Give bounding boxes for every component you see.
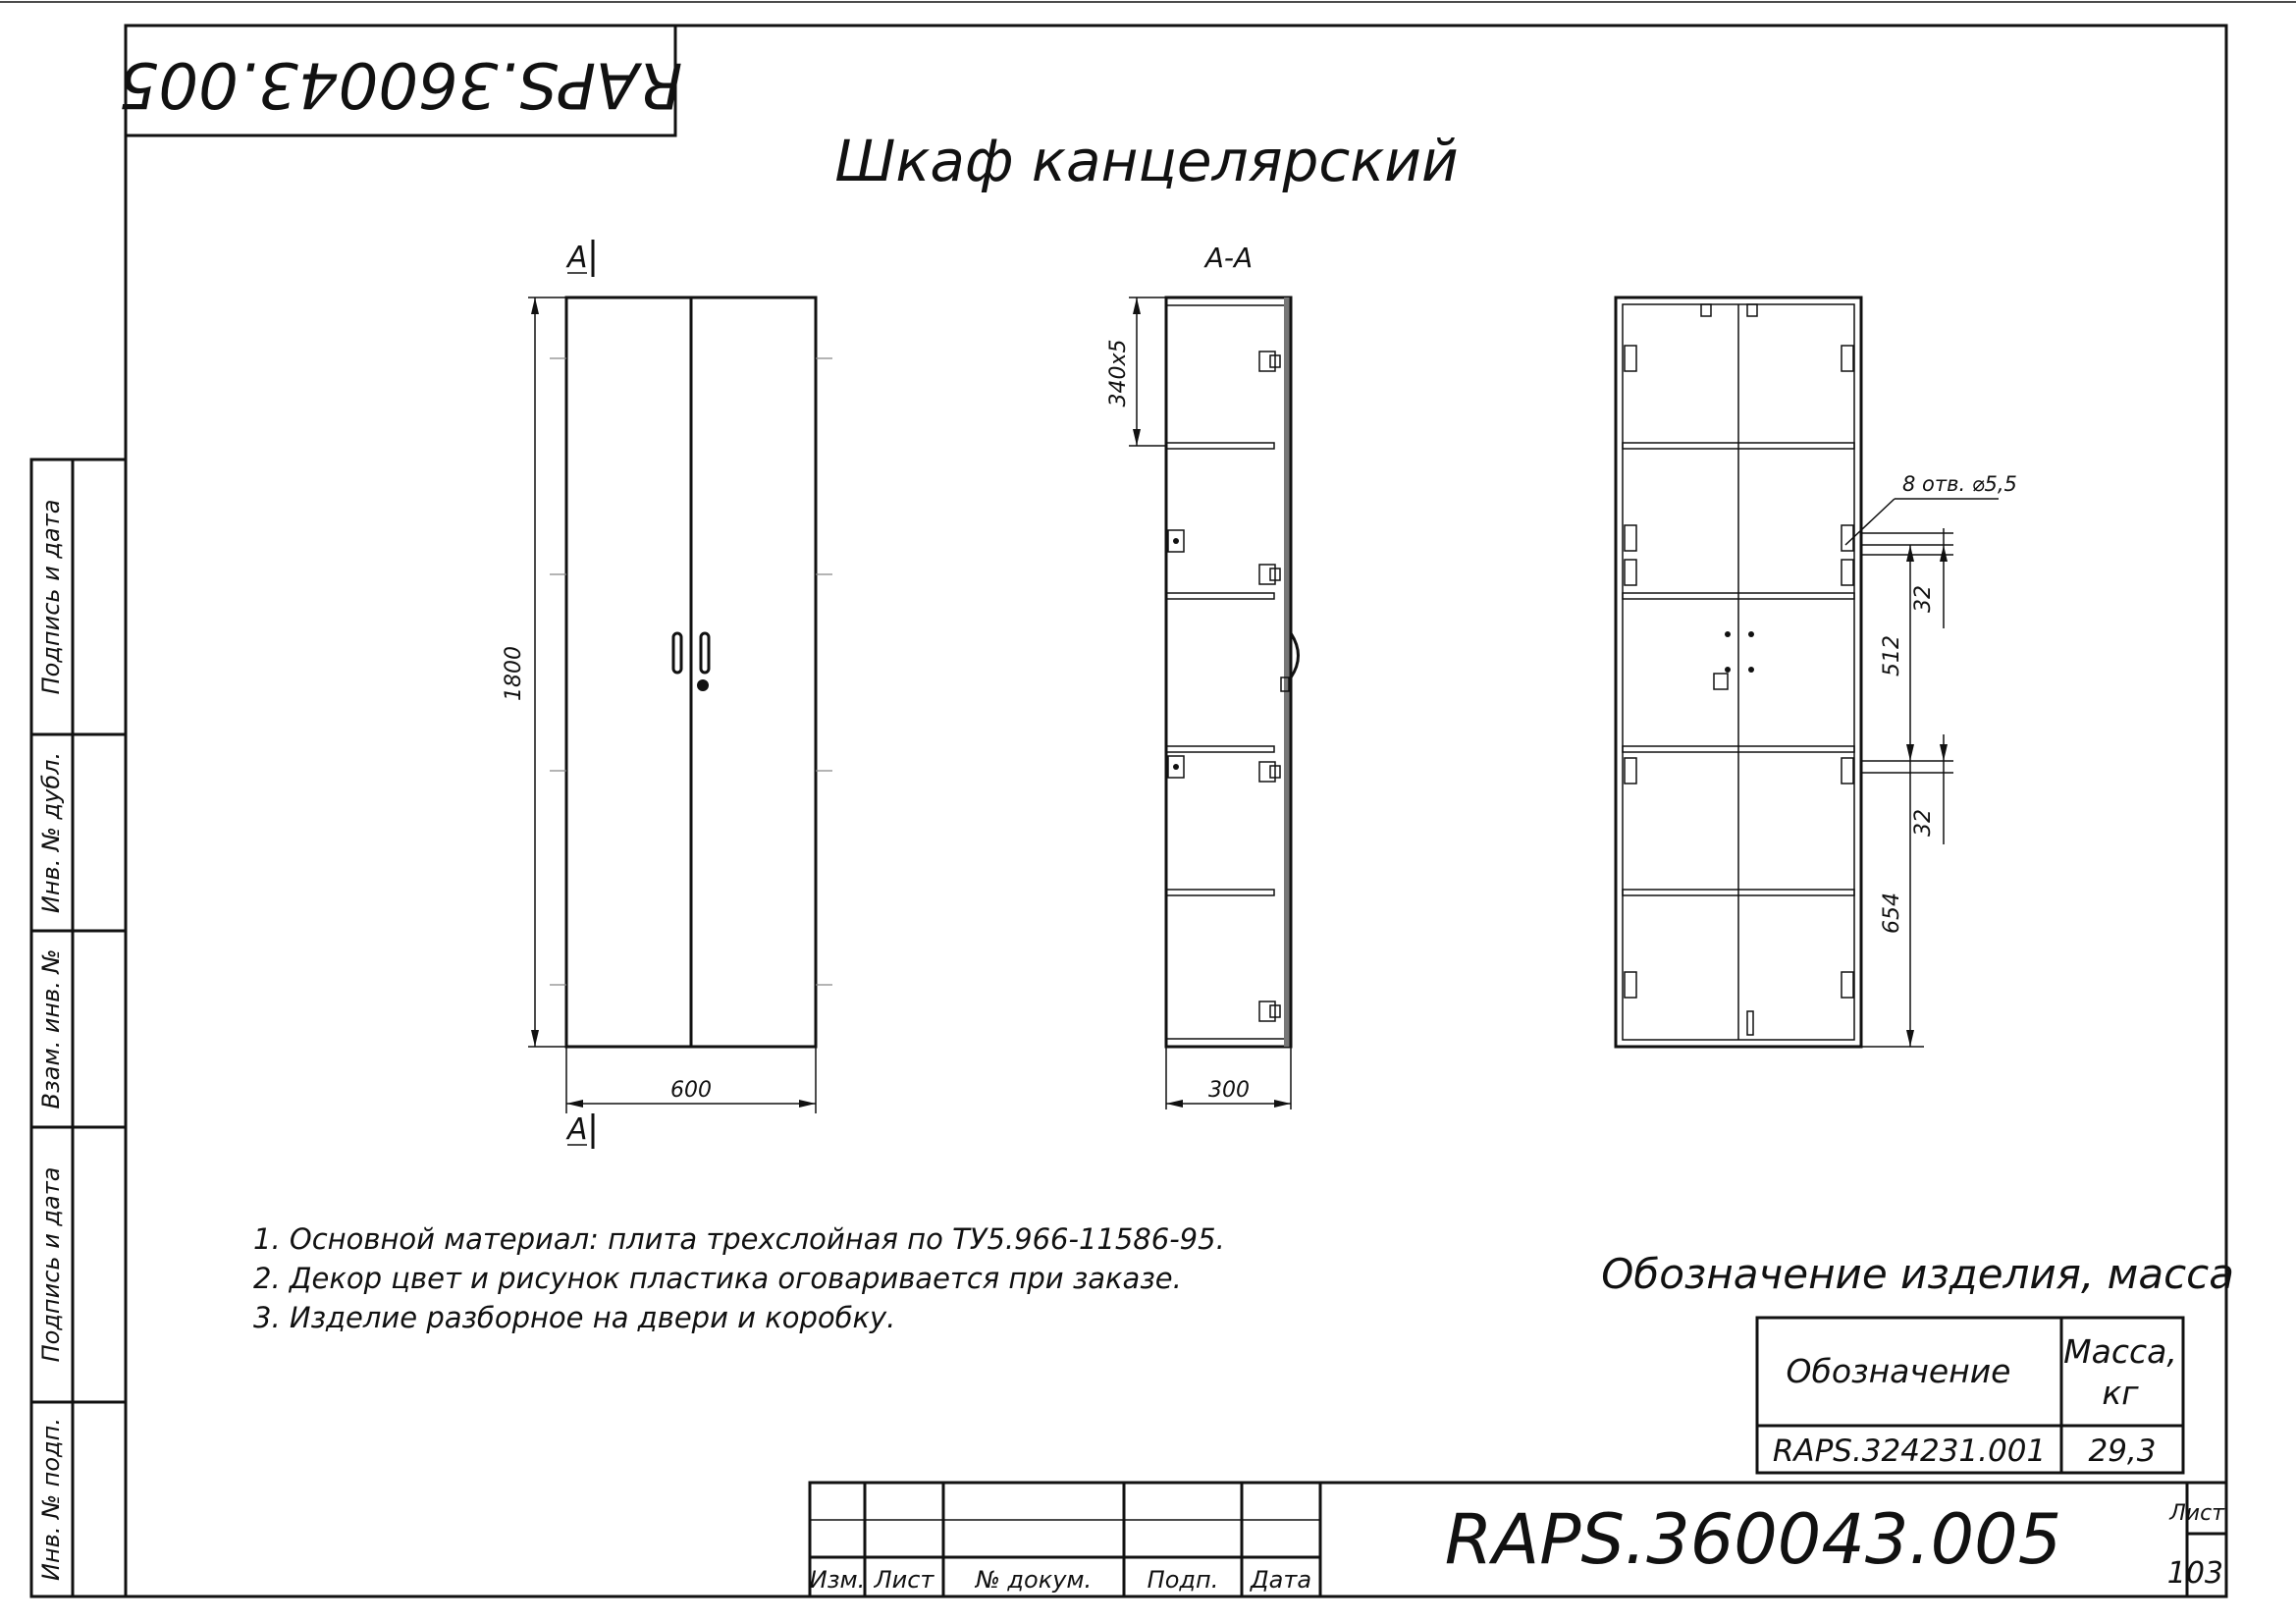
front-view bbox=[502, 240, 832, 1149]
dim-width: 600 bbox=[670, 1078, 712, 1103]
note-2: 2. Декор цвет и рисунок пластика оговаривается при заказе. bbox=[253, 1262, 1182, 1295]
section-mark-bottom: А bbox=[567, 1112, 588, 1147]
dim-depth: 300 bbox=[1208, 1078, 1250, 1103]
door-handle-right bbox=[701, 633, 709, 673]
side-stamp-vzam-inv: Взам. инв. № bbox=[37, 948, 65, 1109]
note-1: 1. Основной материал: плита трехслойная по ТУ5.966-11586-95. bbox=[253, 1222, 1225, 1256]
tb-list: Лист bbox=[874, 1566, 934, 1594]
dim-32-upper: 32 bbox=[1911, 585, 1936, 613]
note-3: 3. Изделие разборное на двери и коробку. bbox=[253, 1301, 896, 1334]
dim-32-lower: 32 bbox=[1911, 809, 1936, 837]
drawing-title: Шкаф канцелярский bbox=[834, 128, 1459, 194]
side-stamp bbox=[31, 460, 126, 1596]
tb-data: Дата bbox=[1250, 1566, 1312, 1594]
tb-code: RAPS.360043.005 bbox=[1444, 1499, 2062, 1580]
technical-notes bbox=[253, 1222, 1225, 1334]
door-handle-left bbox=[673, 633, 681, 673]
tb-sheet-no: 103 bbox=[2166, 1556, 2223, 1591]
lock-icon bbox=[697, 679, 709, 691]
side-stamp-inv-dubl: Инв. № дубл. bbox=[37, 751, 65, 914]
tb-podp: Подп. bbox=[1147, 1566, 1219, 1594]
dim-height: 1800 bbox=[502, 646, 526, 701]
tb-izm: Изм. bbox=[809, 1566, 866, 1594]
mass-table-caption: Обозначение изделия, масса bbox=[1601, 1250, 2234, 1298]
section-mark-top: А bbox=[567, 241, 588, 275]
lock-plate bbox=[1714, 674, 1728, 689]
section-title: А-А bbox=[1204, 242, 1254, 274]
title-block bbox=[810, 1483, 2226, 1596]
mass-table-head-mass: Масса, bbox=[2063, 1332, 2177, 1371]
dim-512: 512 bbox=[1880, 635, 1904, 676]
mass-table-head-designation: Обозначение bbox=[1786, 1352, 2011, 1390]
dim-654: 654 bbox=[1880, 893, 1904, 934]
section-view bbox=[1106, 242, 1299, 1109]
mass-table-mass: 29,3 bbox=[2088, 1434, 2157, 1469]
side-stamp-sign-date-1: Подпись и дата bbox=[37, 499, 65, 695]
tb-sheet-label: Лист bbox=[2169, 1501, 2224, 1526]
corner-code-rotated: RAPS.360043.005 bbox=[118, 47, 683, 121]
dim-shelf-step: 340x5 bbox=[1106, 339, 1131, 407]
carcass-view bbox=[1616, 298, 2017, 1047]
tb-doc: № докум. bbox=[975, 1566, 1093, 1594]
holes-callout: 8 отв. ⌀5,5 bbox=[1902, 472, 2017, 496]
side-stamp-sign-date-2: Подпись и дата bbox=[37, 1166, 65, 1363]
mass-table-designation: RAPS.324231.001 bbox=[1772, 1434, 2047, 1469]
mass-table-head-unit: кг bbox=[2102, 1374, 2139, 1412]
mass-table bbox=[1601, 1250, 2234, 1473]
side-stamp-inv-podl: Инв. № подп. bbox=[37, 1418, 65, 1581]
